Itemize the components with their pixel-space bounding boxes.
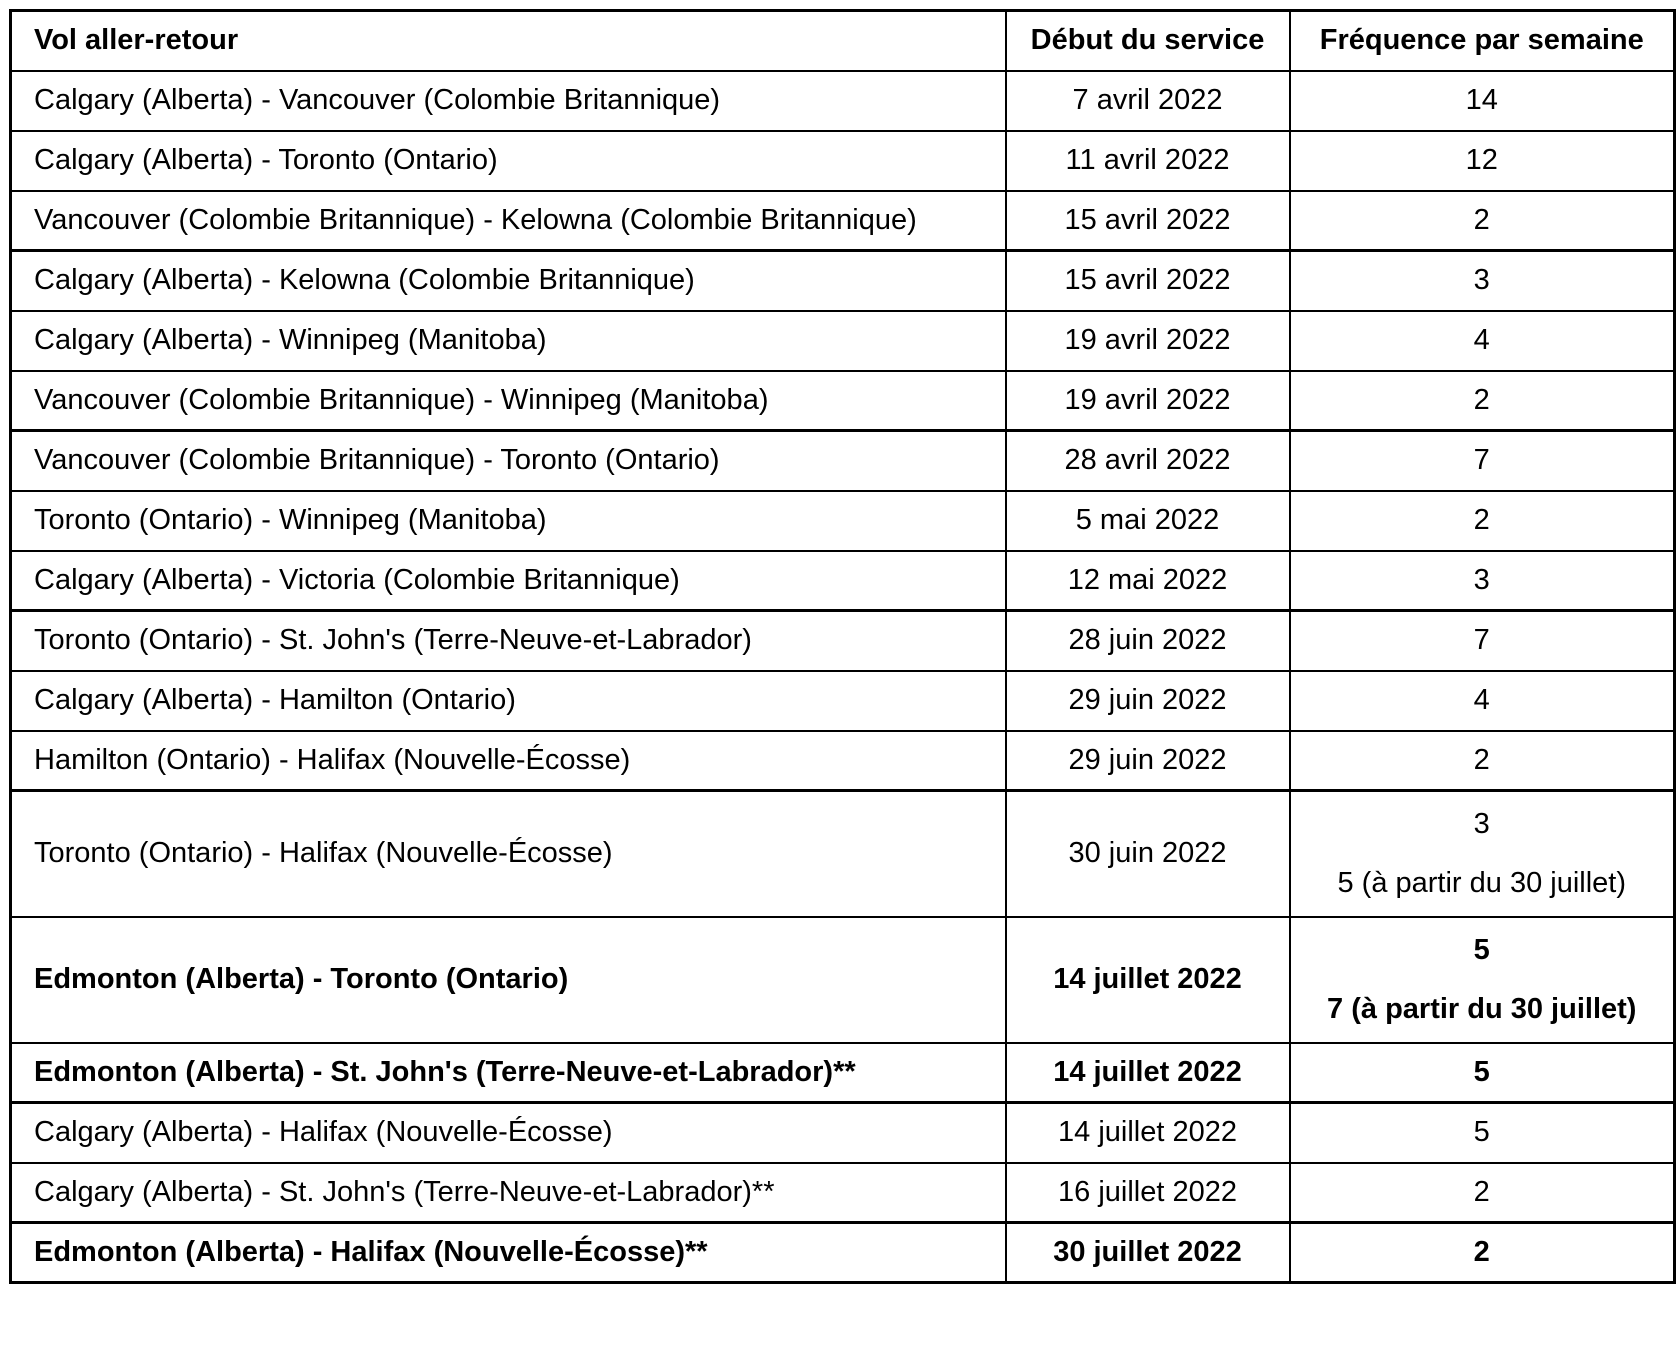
frequency-value: 5 [1473, 933, 1490, 966]
table-row [11, 791, 1675, 917]
frequency-value: 2 [1473, 504, 1490, 536]
route-cell: Vancouver (Colombie Britannique) - Toronto (Ontario) [11, 431, 1006, 491]
route-cell: Calgary (Alberta) - St. John's (Terre-Neuve-et-Labrador)** [11, 1163, 1006, 1223]
table-row [11, 551, 1675, 611]
table-row [11, 71, 1675, 131]
header-row [11, 11, 1675, 71]
start-date-cell: 14 juillet 2022 [1006, 1103, 1290, 1163]
frequency-value: 4 [1473, 684, 1490, 716]
route-cell: Calgary (Alberta) - Vancouver (Colombie Britannique) [11, 71, 1006, 131]
start-date-cell: 14 juillet 2022 [1006, 1043, 1290, 1103]
frequency-cell [1290, 671, 1675, 731]
table-row [11, 371, 1675, 431]
frequency-value: 2 [1473, 383, 1490, 416]
table-row [11, 917, 1675, 1043]
start-date-cell: 15 avril 2022 [1006, 251, 1290, 311]
frequency-cell [1290, 371, 1675, 431]
start-date-cell: 12 mai 2022 [1006, 551, 1290, 611]
route-cell: Calgary (Alberta) - Victoria (Colombie Britannique) [11, 551, 1006, 611]
frequency-value: 2 [1473, 1236, 1490, 1268]
frequency-cell [1290, 917, 1675, 1043]
frequency-cell [1290, 131, 1675, 191]
frequency-value: 2 [1473, 203, 1490, 236]
frequency-value: 3 [1473, 264, 1490, 297]
start-date-cell: 14 juillet 2022 [1006, 917, 1290, 1043]
route-cell: Vancouver (Colombie Britannique) - Winnipeg (Manitoba) [11, 371, 1006, 431]
start-date-cell: 19 avril 2022 [1006, 371, 1290, 431]
frequency-value: 7 (à partir du 30 juillet) [1327, 992, 1637, 1025]
table-row [11, 131, 1675, 191]
frequency-cell [1290, 611, 1675, 671]
start-date-cell: 30 juillet 2022 [1006, 1223, 1290, 1283]
frequency-value: 7 [1473, 444, 1490, 477]
table-row [11, 191, 1675, 251]
header-frequency: Fréquence par semaine [1290, 11, 1675, 71]
table-row [11, 731, 1675, 791]
frequency-cell [1290, 491, 1675, 551]
route-cell: Calgary (Alberta) - Halifax (Nouvelle-Écosse) [11, 1103, 1006, 1163]
frequency-cell [1290, 1223, 1675, 1283]
table-row [11, 1223, 1675, 1283]
route-cell: Toronto (Ontario) - St. John's (Terre-Neuve-et-Labrador) [11, 611, 1006, 671]
frequency-cell [1290, 71, 1675, 131]
table-row [11, 431, 1675, 491]
table-row [11, 1103, 1675, 1163]
route-cell: Calgary (Alberta) - Winnipeg (Manitoba) [11, 311, 1006, 371]
start-date-cell: 5 mai 2022 [1006, 491, 1290, 551]
start-date-cell: 29 juin 2022 [1006, 731, 1290, 791]
start-date-cell: 28 juin 2022 [1006, 611, 1290, 671]
route-cell: Edmonton (Alberta) - Halifax (Nouvelle-Écosse)** [11, 1223, 1006, 1283]
frequency-value: 5 (à partir du 30 juillet) [1337, 866, 1627, 899]
frequency-value: 5 [1473, 1055, 1490, 1088]
frequency-value: 12 [1465, 144, 1498, 176]
table-header [11, 11, 1675, 71]
frequency-cell [1290, 311, 1675, 371]
frequency-value: 4 [1473, 324, 1490, 356]
start-date-cell: 16 juillet 2022 [1006, 1163, 1290, 1223]
frequency-cell [1290, 551, 1675, 611]
table-row [11, 1043, 1675, 1103]
route-cell: Hamilton (Ontario) - Halifax (Nouvelle-Écosse) [11, 731, 1006, 791]
frequency-cell [1290, 1103, 1675, 1163]
frequency-value: 14 [1465, 84, 1498, 116]
table-row [11, 251, 1675, 311]
frequency-cell [1290, 251, 1675, 311]
frequency-value: 3 [1473, 807, 1490, 840]
route-cell: Calgary (Alberta) - Toronto (Ontario) [11, 131, 1006, 191]
route-cell: Vancouver (Colombie Britannique) - Kelowna (Colombie Britannique) [11, 191, 1006, 251]
start-date-cell: 29 juin 2022 [1006, 671, 1290, 731]
route-schedule-table [9, 9, 1676, 1284]
frequency-value: 2 [1473, 743, 1490, 776]
frequency-cell [1290, 431, 1675, 491]
start-date-cell: 28 avril 2022 [1006, 431, 1290, 491]
table-row [11, 1163, 1675, 1223]
start-date-cell: 11 avril 2022 [1006, 131, 1290, 191]
frequency-cell [1290, 191, 1675, 251]
header-route: Vol aller-retour [11, 11, 1006, 71]
table-row [11, 491, 1675, 551]
frequency-value: 7 [1473, 624, 1490, 657]
start-date-cell: 19 avril 2022 [1006, 311, 1290, 371]
route-cell: Toronto (Ontario) - Winnipeg (Manitoba) [11, 491, 1006, 551]
header-start: Début du service [1006, 11, 1290, 71]
start-date-cell: 7 avril 2022 [1006, 71, 1290, 131]
frequency-cell [1290, 731, 1675, 791]
start-date-cell: 15 avril 2022 [1006, 191, 1290, 251]
frequency-cell [1290, 1163, 1675, 1223]
table-body [11, 71, 1675, 1283]
route-cell: Calgary (Alberta) - Kelowna (Colombie Britannique) [11, 251, 1006, 311]
route-cell: Calgary (Alberta) - Hamilton (Ontario) [11, 671, 1006, 731]
frequency-value: 5 [1473, 1116, 1490, 1149]
frequency-cell [1290, 791, 1675, 917]
start-date-cell: 30 juin 2022 [1006, 791, 1290, 917]
table-row [11, 611, 1675, 671]
table-row [11, 671, 1675, 731]
frequency-cell [1290, 1043, 1675, 1103]
route-cell: Edmonton (Alberta) - Toronto (Ontario) [11, 917, 1006, 1043]
frequency-value: 3 [1473, 563, 1490, 596]
table-row [11, 311, 1675, 371]
route-cell: Toronto (Ontario) - Halifax (Nouvelle-Écosse) [11, 791, 1006, 917]
route-cell: Edmonton (Alberta) - St. John's (Terre-Neuve-et-Labrador)** [11, 1043, 1006, 1103]
frequency-value: 2 [1473, 1175, 1490, 1208]
